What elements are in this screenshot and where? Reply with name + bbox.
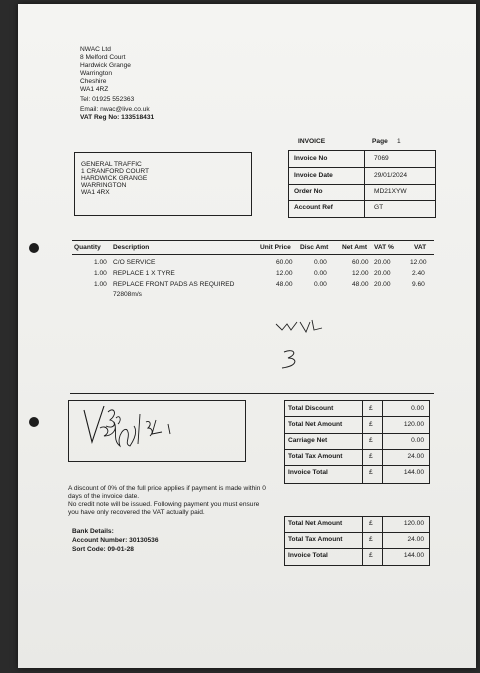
col-quantity: Quantity (74, 244, 101, 251)
col-vat-pct: VAT % (374, 244, 394, 251)
totals-rule (284, 449, 429, 450)
col-disc-amt: Disc Amt (300, 244, 329, 251)
bank-account-number: Account Number: 30130536 (72, 537, 159, 544)
account-ref-value: GT (374, 204, 384, 211)
col-vat: VAT (414, 244, 427, 251)
summary-divider (362, 516, 363, 565)
invoice-details-rule (288, 200, 435, 201)
row-vat-pct: 20.00 (374, 259, 391, 266)
totals-rule (284, 416, 429, 417)
customer-line: WARRINGTON (81, 182, 127, 189)
company-line: WA1 4RZ (80, 86, 109, 93)
row-unit-price: 48.00 (276, 281, 293, 288)
row-disc-amt: 0.00 (314, 259, 327, 266)
totals-rule (284, 433, 429, 434)
company-line: NWAC Ltd (80, 46, 111, 53)
order-no-value: MD21XYW (374, 188, 407, 195)
total-net-value: 120.00 (403, 421, 424, 428)
currency-symbol: £ (369, 520, 373, 527)
currency-symbol: £ (369, 453, 373, 460)
company-vat-reg: VAT Reg No: 133518431 (80, 114, 155, 121)
col-net-amt: Net Amt (342, 244, 368, 251)
page-label: Page (372, 138, 388, 145)
summary-tax-label: Total Tax Amount (288, 536, 343, 543)
terms-line: days of the invoice date. (68, 493, 140, 500)
row-description: C/O SERVICE (113, 259, 156, 266)
row-vat: 9.60 (412, 281, 425, 288)
invoice-title: INVOICE (298, 138, 326, 145)
row-vat-pct: 20.00 (374, 270, 391, 277)
carriage-net-label: Carriage Net (288, 437, 328, 444)
summary-net-value: 120.00 (403, 520, 424, 527)
currency-symbol: £ (369, 437, 373, 444)
handwritten-scribble (268, 316, 328, 374)
company-line: 8 Melford Court (80, 54, 126, 61)
punch-hole-top (29, 243, 39, 253)
currency-symbol: £ (369, 405, 373, 412)
row-net-amt: 48.00 (352, 281, 369, 288)
invoice-no-label: Invoice No (294, 155, 328, 162)
invoice-details-rule (288, 184, 435, 185)
currency-symbol: £ (369, 552, 373, 559)
currency-symbol: £ (369, 536, 373, 543)
row-unit-price: 12.00 (276, 270, 293, 277)
terms-line: A discount of 0% of the full price applies if payment is made within 0 (68, 485, 266, 492)
totals-rule (284, 465, 429, 466)
handwritten-signature (80, 402, 200, 458)
row-quantity: 1.00 (94, 259, 107, 266)
row-vat: 12.00 (410, 259, 427, 266)
invoice-total-label: Invoice Total (288, 469, 328, 476)
total-discount-value: 0.00 (411, 405, 424, 412)
summary-rule (284, 532, 429, 533)
col-unit-price: Unit Price (260, 244, 291, 251)
row-disc-amt: 0.00 (314, 270, 327, 277)
row-quantity: 1.00 (94, 270, 107, 277)
section-divider (70, 393, 434, 394)
company-line: Hardwick Grange (80, 62, 131, 69)
invoice-no-value: 7069 (374, 155, 389, 162)
invoice-date-label: Invoice Date (294, 172, 333, 179)
total-net-label: Total Net Amount (288, 421, 343, 428)
summary-rule (284, 548, 429, 549)
bank-details-title: Bank Details: (72, 528, 114, 535)
punch-hole-bottom (29, 417, 39, 427)
row-unit-price: 60.00 (276, 259, 293, 266)
terms-line: you have only recovered the VAT actually paid. (68, 509, 205, 516)
invoice-date-value: 29/01/2024 (374, 172, 408, 179)
customer-line: 1 CRANFORD COURT (81, 168, 150, 175)
company-line: Cheshire (80, 78, 107, 85)
currency-symbol: £ (369, 421, 373, 428)
row-description: REPLACE FRONT PADS AS REQUIRED (113, 281, 235, 288)
row-disc-amt: 0.00 (314, 281, 327, 288)
customer-line: GENERAL TRAFFIC (81, 161, 142, 168)
currency-symbol: £ (369, 469, 373, 476)
summary-net-label: Total Net Amount (288, 520, 343, 527)
bank-sort-code: Sort Code: 09-01-28 (72, 546, 134, 553)
carriage-net-value: 0.00 (411, 437, 424, 444)
total-tax-label: Total Tax Amount (288, 453, 343, 460)
page-number: 1 (397, 138, 401, 145)
col-description: Description (113, 244, 150, 251)
invoice-paper (18, 4, 476, 668)
summary-total-label: Invoice Total (288, 552, 328, 559)
company-line: Warrington (80, 70, 113, 77)
mileage-note: 72808m/s (113, 291, 142, 298)
company-email: Email: nwac@live.co.uk (80, 106, 150, 113)
account-ref-label: Account Ref (294, 204, 333, 211)
customer-line: HARDWICK GRANGE (81, 175, 148, 182)
row-vat: 2.40 (412, 270, 425, 277)
invoice-details-rule (288, 167, 435, 168)
summary-tax-value: 24.00 (407, 536, 424, 543)
row-net-amt: 60.00 (352, 259, 369, 266)
summary-divider (382, 516, 383, 565)
order-no-label: Order No (294, 188, 323, 195)
total-tax-value: 24.00 (407, 453, 424, 460)
invoice-total-value: 144.00 (403, 469, 424, 476)
row-description: REPLACE 1 X TYRE (113, 270, 175, 277)
row-quantity: 1.00 (94, 281, 107, 288)
terms-line: No credit note will be issued. Following payment you must ensure (68, 501, 260, 508)
totals-divider (382, 400, 383, 483)
company-phone: Tel: 01925 552363 (80, 96, 135, 103)
row-net-amt: 12.00 (352, 270, 369, 277)
total-discount-label: Total Discount (288, 405, 334, 412)
items-header-top-rule (72, 240, 434, 241)
totals-divider (362, 400, 363, 483)
customer-line: WA1 4RX (81, 189, 110, 196)
row-vat-pct: 20.00 (374, 281, 391, 288)
items-header-bottom-rule (72, 254, 434, 255)
summary-total-value: 144.00 (403, 552, 424, 559)
